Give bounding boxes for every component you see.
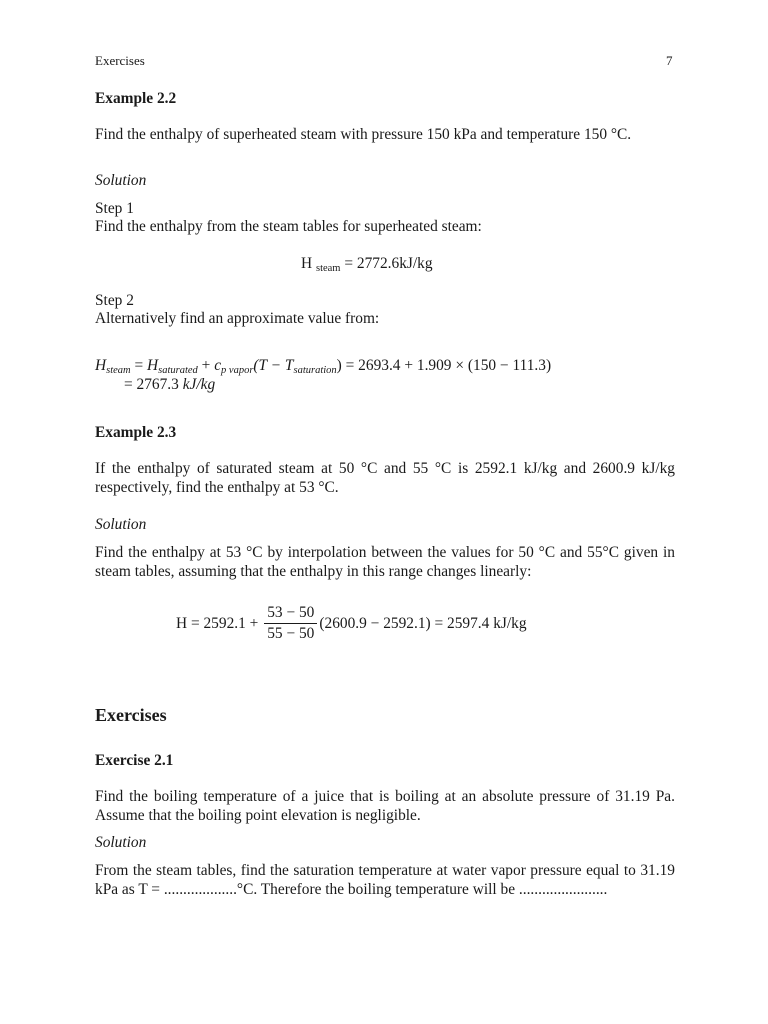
eq2-sub-saturation: saturation	[293, 365, 337, 376]
equation-approximate-result	[124, 375, 215, 394]
interp-rhs: (2600.9 − 2592.1) = 2597.4 kJ/kg	[319, 615, 527, 632]
exercise-2-1-solution-text: From the steam tables, find the saturation temperature at water vapor pressure equal to 31.19 kPa as T = ...................°C. Therefore the boiling temperature will be .......................	[95, 862, 675, 898]
eq2-h: H	[95, 357, 107, 374]
eq2-line2-value: = 2767.3	[124, 376, 179, 393]
eq1-lhs: H	[301, 255, 313, 272]
eq2-sub-saturated: saturated	[158, 365, 198, 376]
interp-denominator: 55 − 50	[267, 625, 315, 642]
example-2-2-heading: Example 2.2	[95, 90, 177, 107]
eq2-sub-steam: steam	[106, 365, 131, 376]
example-2-3-heading: Example 2.3	[95, 424, 177, 441]
page-number: 7	[666, 53, 673, 68]
step-1-label: Step 1	[95, 200, 134, 217]
eq2-equals: =	[130, 357, 148, 374]
example-2-3-solution-label: Solution	[95, 516, 147, 533]
example-2-2-problem: Find the enthalpy of superheated steam with pressure 150 kPa and temperature 150 °C.	[95, 126, 632, 143]
eq2-paren-open: (T − T	[253, 357, 294, 374]
eq2-h-saturated: H	[147, 357, 159, 374]
interp-numerator: 53 − 50	[264, 604, 317, 624]
running-header-title: Exercises	[95, 53, 145, 68]
exercise-2-1-heading: Exercise 2.1	[95, 752, 174, 769]
eq2-tail: ) = 2693.4 + 1.909 × (150 − 111.3)	[336, 357, 552, 374]
eq2-cp: c	[214, 357, 222, 374]
eq2-sub-p-vapor: p vapor	[221, 365, 254, 376]
example-2-2-solution-label: Solution	[95, 172, 147, 189]
example-2-3-solution-text: Find the enthalpy at 53 °C by interpolation between the values for 50 °C and 55°C given in steam tables, assuming that the enthalpy in this range changes linearly:	[95, 544, 675, 580]
equation-approximate-enthalpy	[95, 356, 551, 375]
example-2-3-problem: If the enthalpy of saturated steam at 50 °C and 55 °C is 2592.1 kJ/kg and 2600.9 kJ/kg respectively, find the enthalpy at 53 °C.	[95, 460, 675, 496]
eq2-plus: +	[197, 357, 215, 374]
step-1-text: Find the enthalpy from the steam tables for superheated steam:	[95, 218, 482, 235]
interp-fraction	[264, 604, 317, 643]
eq2-line2-unit: kJ/kg	[182, 376, 216, 393]
step-2-text: Alternatively find an approximate value from:	[95, 310, 380, 327]
eq1-rhs: = 2772.6kJ/kg	[344, 255, 433, 272]
equation-interpolation	[176, 604, 527, 643]
section-title-exercises: Exercises	[95, 705, 167, 725]
step-2-label: Step 2	[95, 292, 134, 309]
exercise-2-1-solution-label: Solution	[95, 834, 147, 851]
equation-h-steam	[301, 254, 433, 273]
interp-lhs: H = 2592.1 +	[176, 615, 259, 632]
exercise-2-1-problem: Find the boiling temperature of a juice that is boiling at an absolute pressure of 31.19 Pa. Assume that the boiling point elevation is negligible.	[95, 788, 675, 824]
eq1-subscript: steam	[315, 263, 341, 274]
